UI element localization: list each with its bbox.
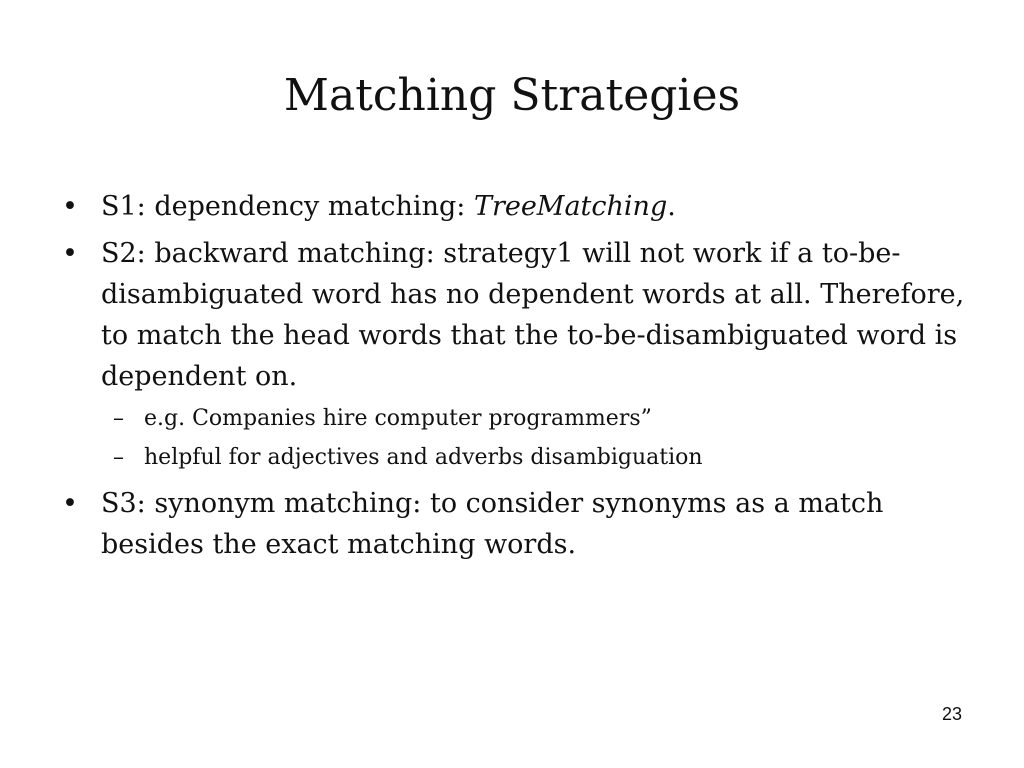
page-number: 23: [941, 704, 962, 724]
bullet-text-s1-prefix: S1: dependency matching:: [101, 191, 474, 222]
bullet-marker: •: [62, 488, 78, 519]
slide-body: [62, 186, 982, 571]
bullet-text-s1-italic: TreeMatching: [473, 191, 668, 222]
bullet-marker: •: [62, 238, 78, 269]
dash-marker: –: [113, 406, 124, 431]
sub-bullet-item-example: [101, 399, 982, 438]
sub-bullet-text-helpful: helpful for adjectives and adverbs disambiguation: [144, 445, 703, 470]
sub-bullet-list: [101, 399, 982, 477]
bullet-text-s3: S3: synonym matching: to consider synonyms as a match besides the exact matching words.: [101, 488, 884, 560]
bullet-marker: •: [62, 191, 78, 222]
sub-bullet-item-helpful: [101, 438, 982, 477]
bullet-item-s3: [62, 483, 982, 565]
bullet-item-s2: [62, 233, 982, 477]
bullet-text-s2: S2: backward matching: strategy1 will not work if a to-be-disambiguated word has no dependent words at all. Therefore, to match the head words that the to-be-disambiguated word is dependent on.: [101, 238, 965, 392]
sub-bullet-text-example: e.g. Companies hire computer programmers”: [144, 406, 652, 431]
bullet-item-s1: [62, 186, 982, 227]
bullet-text-s1-suffix: .: [667, 191, 676, 222]
bullet-list: [62, 186, 982, 565]
slide-title: Matching Strategies: [283, 70, 741, 121]
dash-marker: –: [113, 445, 124, 470]
